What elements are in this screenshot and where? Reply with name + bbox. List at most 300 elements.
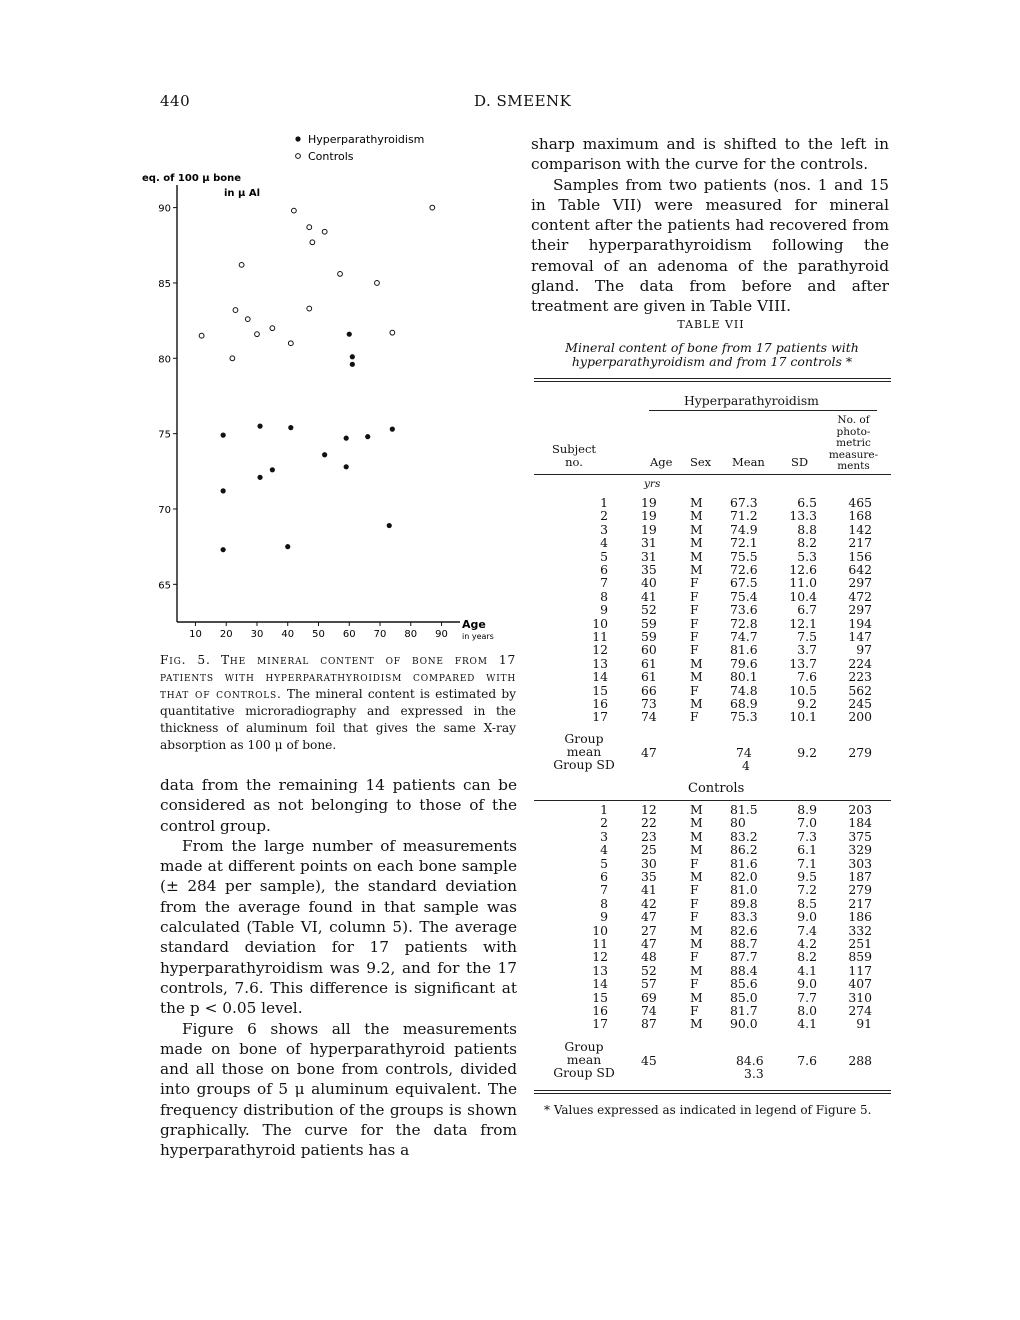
col-header-n-l2: photo- [836,425,871,438]
cell-no: 16 [592,1003,608,1018]
cell-age: 27 [641,922,657,938]
cell-no: 15 [592,682,608,698]
figure-caption-text: The mineral content is estimated by quantitative microradiography and expressed in the thickness of aluminum foil that gives the same X-ray absorption as 100 μ of bone. [160,687,516,752]
col-header-n-l4: measure- [828,448,879,461]
col-header-subject [534,443,614,469]
control-point [245,317,250,322]
cell-sd: 8.9 [797,802,817,817]
cell-no: 5 [600,855,608,871]
cell-no: 2 [600,815,608,831]
cell-sd: 4.1 [797,1016,817,1032]
col-header-age: Age [650,455,673,469]
cell-no: 14 [592,669,608,685]
hyper-point [387,523,392,528]
y-tick-label: 90 [158,203,171,215]
cell-no: 1 [600,495,608,510]
cell-sex: F [690,855,699,871]
cell-sex: M [690,696,703,711]
cell-mean: 80.1 [730,669,758,685]
cell-sex: M [690,521,703,537]
cell-sd: 7.6 [797,669,817,685]
hyper-group-label [534,732,634,771]
cell-sex: M [690,936,703,951]
cell-mean: 81.6 [730,642,758,658]
cell-sex: F [690,615,699,631]
cell-sex: M [690,842,703,858]
col-header-measurements [826,415,881,473]
control-point [338,272,343,277]
table-title: Mineral content of bone from 17 patients with hyperparathyroidism and from 17 controls * [565,340,859,369]
cell-sex: F [690,949,699,965]
control-group-sd: 7.6 [797,1053,817,1068]
hyper-point [322,452,327,457]
cell-sd: 12.1 [789,615,817,631]
cell-n: 375 [848,828,872,844]
cell-age: 59 [641,629,657,644]
cell-mean: 80 [730,815,746,831]
cell-age: 31 [641,548,657,564]
control-point [430,205,435,210]
cell-sd: 9.2 [797,696,817,711]
group-label-l2: mean [566,1052,602,1067]
cell-mean: 75.4 [730,588,758,604]
hyper-point [344,464,349,469]
cell-n: 465 [848,495,872,510]
control-point [199,333,204,338]
cell-sex: M [690,828,703,844]
cell-sd: 7.7 [797,989,817,1005]
cell-sd: 6.5 [797,495,817,510]
cell-age: 25 [641,842,657,858]
control-point [239,262,244,267]
cell-sex: F [690,895,699,911]
figure-caption-label: Fig. 5. [160,653,211,667]
col-header-subject-l2: no. [565,455,583,469]
cell-no: 9 [600,909,608,925]
x-tick-label: 70 [373,629,387,640]
cell-mean: 86.2 [730,842,758,858]
cell-sd: 7.2 [797,882,817,898]
paragraph: data from the remaining 14 patients can be considered as not belonging to those of the control group. [160,776,517,835]
control-point [270,326,275,331]
cell-sd: 7.1 [797,855,817,871]
cell-sex: M [690,548,703,564]
control-point [288,341,293,346]
cell-sex: F [690,602,699,618]
cell-mean: 74.9 [730,521,758,537]
col-header-mean: Mean [732,455,765,469]
cell-no: 11 [592,936,608,951]
hyper-group-n: 279 [848,745,872,760]
cell-sex: M [690,815,703,831]
cell-age: 12 [641,802,657,817]
cell-sd: 9.0 [797,909,817,925]
cell-sd: 6.1 [797,842,817,858]
cell-sd: 6.7 [797,602,817,618]
running-head: D. SMEENK [474,92,572,110]
cell-n: 223 [848,669,872,685]
cell-n: 184 [848,815,872,831]
cell-n: 279 [848,882,872,898]
cell-sex: F [690,629,699,644]
control-point [291,208,296,213]
cell-age: 19 [641,521,657,537]
col-header-sd: SD [791,455,809,469]
cell-age: 23 [641,828,657,844]
col-header-sex: Sex [690,455,712,469]
cell-sex: M [690,962,703,978]
control-point [310,240,315,245]
hyper-point [221,547,226,552]
paragraph: From the large number of measurements made at different points on each bone sample (± 284 per sample), the standard deviation from the average found in that sample was calculated (Table VI, column 5). The average standard deviation for 17 patients with hyperparathyroidism was 9.2, and for the 17 controls, 7.6. This difference is significant at the p < 0.05 level. [160,836,517,1018]
cell-sd: 8.8 [797,521,817,537]
cell-n: 186 [848,909,872,925]
cell-no: 7 [600,575,608,591]
hyper-point [350,354,355,359]
cell-no: 3 [600,521,608,537]
cell-mean: 81.0 [730,882,758,898]
cell-mean: 85.0 [730,989,758,1005]
hyper-point [270,467,275,472]
cell-mean: 72.1 [730,535,758,551]
group-label-sd: Group SD [553,1065,615,1080]
cell-sex: F [690,682,699,698]
col-header-n-l5: ments [837,460,870,472]
cell-age: 61 [641,669,657,685]
cell-n: 117 [848,962,872,978]
legend-label: Controls [308,150,354,163]
cell-no: 6 [600,869,608,884]
cell-no: 12 [592,642,608,658]
cell-age: 52 [641,962,657,978]
table-label: TABLE VII [677,318,745,331]
x-tick-label: 40 [281,629,295,640]
cell-sex: M [690,535,703,551]
cell-no: 15 [592,989,608,1005]
cell-sex: F [690,976,699,992]
cell-n: 274 [848,1003,872,1018]
control-point [307,306,312,311]
x-tick-label: 60 [342,629,356,640]
hyper-point [221,488,226,493]
cell-age: 74 [641,709,657,725]
cell-mean: 81.6 [730,855,758,871]
cell-mean: 88.4 [730,962,758,978]
cell-sex: M [690,495,703,510]
cell-n: 407 [848,976,872,992]
cell-sd: 10.4 [789,588,817,604]
cell-sex: M [690,1016,703,1032]
hyper-point [350,362,355,367]
cell-age: 74 [641,1003,657,1018]
paragraph: Figure 6 shows all the measurements made on bone of hyperparathyroid patients and all those on bone from controls, divided into groups of 5 μ aluminum equivalent. The frequency distribution of the groups is shown graphically. The curve for the data from hyperparathyroid patients has a [160,1019,517,1160]
cell-mean: 71.2 [730,508,758,524]
cell-sd: 13.7 [789,655,817,671]
cell-sd: 10.1 [789,709,817,725]
cell-mean: 79.6 [730,655,758,671]
cell-n: 562 [848,682,872,698]
x-axis-label-units: in years [462,632,494,641]
cell-sex: F [690,882,699,898]
page-number: 440 [160,92,191,110]
cell-age: 73 [641,696,657,711]
cell-no: 10 [592,615,608,631]
cell-no: 17 [592,709,608,725]
cell-mean: 67.3 [730,495,758,510]
control-group-age: 45 [641,1053,657,1068]
cell-mean: 81.7 [730,1003,758,1018]
cell-sex: F [690,1003,699,1018]
cell-age: 60 [641,642,657,658]
cell-mean: 73.6 [730,602,758,618]
cell-age: 47 [641,909,657,925]
figure-caption-title: The mineral content of bone from 17 patients with hyperparathyroidism compared with that of controls. [160,653,517,701]
hyper-point [257,475,262,480]
hyper-point [288,425,293,430]
cell-sex: M [690,922,703,938]
cell-age: 66 [641,682,657,698]
cell-age: 22 [641,815,657,831]
cell-mean: 68.9 [730,696,758,711]
cell-sd: 8.0 [797,1003,817,1018]
control-point [233,308,238,313]
cell-sd: 7.4 [797,922,817,938]
cell-sex: M [690,989,703,1005]
cell-n: 224 [848,655,872,671]
x-tick-label: 30 [250,629,264,640]
cell-age: 35 [641,562,657,577]
hyper-point [344,436,349,441]
cell-sd: 9.0 [797,976,817,992]
cell-sex: M [690,508,703,524]
cell-mean: 72.6 [730,562,758,577]
cell-n: 251 [848,936,872,951]
cell-no: 16 [592,696,608,711]
cell-age: 31 [641,535,657,551]
cell-mean: 90.0 [730,1016,758,1032]
cell-n: 142 [848,521,872,537]
cell-no: 9 [600,602,608,618]
cell-n: 310 [848,989,872,1005]
y-tick-label: 70 [158,504,171,516]
cell-no: 5 [600,548,608,564]
cell-age: 52 [641,602,657,618]
cell-n: 859 [848,949,872,965]
control-point [307,225,312,230]
cell-mean: 75.3 [730,709,758,725]
cell-n: 91 [856,1016,872,1032]
cell-sex: F [690,909,699,925]
control-group-label [534,1040,634,1079]
cell-sex: M [690,655,703,671]
cell-sd: 7.0 [797,815,817,831]
cell-age: 19 [641,495,657,510]
x-axis-label: Age [462,618,486,631]
cell-age: 47 [641,936,657,951]
cell-no: 10 [592,922,608,938]
hyper-group-age: 47 [641,745,657,760]
cell-no: 17 [592,1016,608,1032]
cell-mean: 89.8 [730,895,758,911]
cell-sex: M [690,562,703,577]
cell-n: 332 [848,922,872,938]
cell-sex: F [690,588,699,604]
cell-no: 6 [600,562,608,577]
x-tick-label: 10 [189,629,202,640]
group-label-l1: Group [564,1039,604,1054]
control-group-n: 288 [848,1053,872,1068]
scatter-chart [140,125,520,645]
cell-sex: M [690,802,703,817]
legend-marker-controls [296,154,301,159]
cell-age: 42 [641,895,657,911]
data-table [534,378,891,1108]
hyper-point [285,544,290,549]
cell-n: 245 [848,696,872,711]
control-group-mean-sd: 3.3 [744,1066,764,1081]
cell-sex: F [690,575,699,591]
legend-marker-hyper [295,136,300,141]
cell-mean: 83.2 [730,828,758,844]
cell-sd: 9.5 [797,869,817,884]
cell-n: 200 [848,709,872,725]
cell-n: 217 [848,895,872,911]
cell-age: 57 [641,976,657,992]
x-tick-label: 50 [312,629,325,640]
right-column-text [531,134,889,317]
cell-age: 48 [641,949,657,965]
x-tick-label: 90 [435,629,448,640]
cell-mean: 88.7 [730,936,758,951]
hyper-point [347,332,352,337]
y-tick-label: 80 [158,354,171,366]
hyper-group-sd: 9.2 [797,745,817,760]
cell-sex: M [690,669,703,685]
control-point [255,332,260,337]
paragraph: sharp maximum and is shifted to the left in comparison with the curve for the controls. [531,135,889,174]
group-label-l1: Group [564,731,604,746]
cell-no: 3 [600,828,608,844]
figure-caption [160,652,516,754]
cell-no: 1 [600,802,608,817]
cell-mean: 85.6 [730,976,758,992]
cell-no: 11 [592,629,608,644]
cell-n: 642 [848,562,872,577]
paragraph: Samples from two patients (nos. 1 and 15 in Table VII) were measured for mineral content after the patients had recovered from their hyperparathyroidism following the removal of an adenoma of the parathyroid gland. The data from before and after treatment are given in Table VIII. [531,175,889,316]
cell-age: 19 [641,508,657,524]
cell-no: 12 [592,949,608,965]
group-label-l2: mean [566,744,602,759]
y-tick-label: 65 [158,580,171,592]
control-point [390,330,395,335]
cell-n: 187 [848,869,872,884]
cell-no: 7 [600,882,608,898]
cell-no: 13 [592,962,608,978]
legend-label: Hyperparathyroidism [308,133,425,146]
cell-sd: 11.0 [789,575,817,591]
cell-mean: 83.3 [730,909,758,925]
cell-age: 69 [641,989,657,1005]
cell-mean: 81.5 [730,802,758,817]
age-units: yrs [644,478,661,490]
cell-no: 2 [600,508,608,524]
col-header-subject-l1: Subject [551,442,597,456]
y-axis-label-units: in μ Al [224,188,261,199]
cell-age: 59 [641,615,657,631]
col-header-n-l1: No. of [837,414,870,426]
cell-n: 297 [848,575,872,591]
cell-age: 40 [641,575,657,591]
hyper-point [221,433,226,438]
cell-sd: 7.3 [797,828,817,844]
control-point [322,229,327,234]
cell-mean: 82.0 [730,869,758,884]
cell-sd: 8.2 [797,949,817,965]
cell-n: 168 [848,508,872,524]
cell-no: 4 [600,535,608,551]
cell-n: 297 [848,602,872,618]
cell-mean: 72.8 [730,615,758,631]
cell-mean: 75.5 [730,548,758,564]
table-footnote: * Values expressed as indicated in legend of Figure 5. [544,1103,872,1117]
cell-sd: 7.5 [797,629,817,644]
hyper-point [365,434,370,439]
col-header-n-l3: metric [836,437,871,449]
cell-n: 194 [848,615,872,631]
cell-sd: 13.3 [789,508,817,524]
cell-age: 87 [641,1016,657,1032]
cell-mean: 82.6 [730,922,758,938]
control-group-mean: 84.6 [736,1053,764,1068]
cell-sex: F [690,642,699,658]
cell-sd: 4.1 [797,962,817,978]
cell-no: 8 [600,588,608,604]
cell-sd: 5.3 [797,548,817,564]
cell-sd: 10.5 [789,682,817,698]
cell-n: 203 [848,802,872,817]
cell-no: 13 [592,655,608,671]
cell-sex: F [690,709,699,725]
cell-n: 147 [848,629,872,644]
cell-sd: 12.6 [789,562,817,577]
hyper-point [257,424,262,429]
cell-age: 35 [641,869,657,884]
y-axis-label: eq. of 100 μ bone [142,173,242,184]
cell-n: 97 [856,642,872,658]
cell-n: 156 [848,548,872,564]
controls-header: Controls [688,781,745,796]
group-label-sd: Group SD [553,757,615,772]
x-tick-label: 80 [404,629,418,640]
cell-age: 41 [641,588,657,604]
cell-n: 329 [848,842,872,858]
cell-sex: M [690,869,703,884]
cell-no: 14 [592,976,608,992]
hyper-group-mean: 74 [736,745,752,760]
cell-sd: 8.5 [797,895,817,911]
control-point [375,281,380,286]
cell-no: 4 [600,842,608,858]
cell-mean: 74.7 [730,629,758,644]
cell-mean: 87.7 [730,949,758,965]
cell-age: 61 [641,655,657,671]
cell-mean: 67.5 [730,575,758,591]
cell-mean: 74.8 [730,682,758,698]
x-tick-label: 20 [219,629,233,640]
y-tick-label: 75 [158,429,171,441]
cell-sd: 3.7 [797,642,817,658]
cell-n: 472 [848,588,872,604]
